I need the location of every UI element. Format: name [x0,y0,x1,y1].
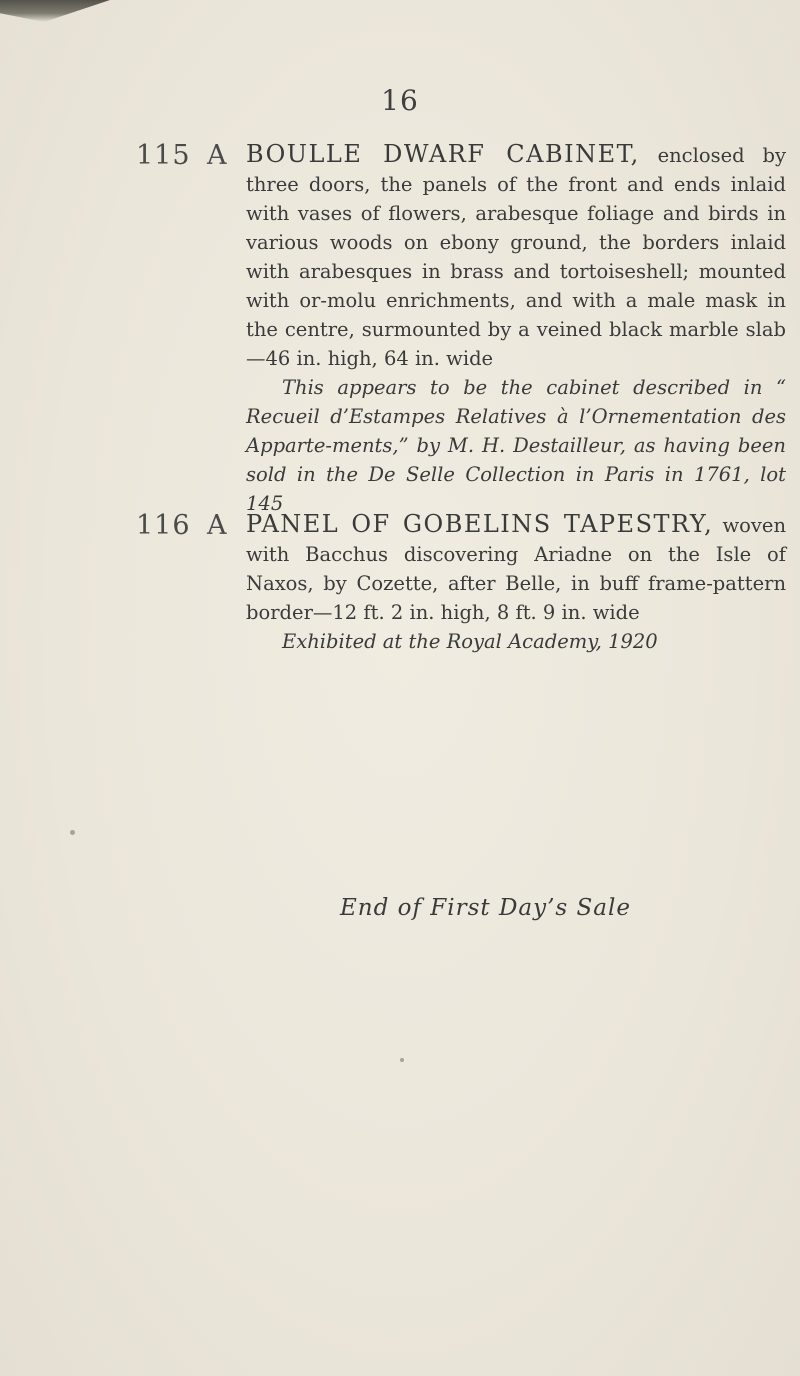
paper-speck [70,830,75,835]
paper-speck [400,1058,404,1062]
lot-number: 116 [136,510,191,541]
lot-description-paragraph [246,510,786,627]
lot-note: Exhibited at the Royal Academy, 1920 [282,630,658,653]
lot-title: BOULLE DWARF CABINET, [246,140,640,168]
lot-description: enclosed by three doors, the panels of the front and ends inlaid with vases of flowers, arabesque foliage and birds in various woods on ebony ground, the borders inlaid with arabesques in brass and tortoiseshell; mounted with or-molu enrichments, and with a male mask in the centre, surmounted by a veined black marble slab—46 in. high, 64 in. wide [246,144,786,370]
lot-number: 115 [136,140,191,171]
lot-note: This appears to be the cabinet described in “ Recueil d’Estampes Relatives à l’Ornementation des Apparte-ments,” by M. H. Destailleur, as having been sold in the De Selle Collection in Paris in 1761, lot 145 [246,376,786,515]
lot-description-paragraph [246,140,786,373]
lot-description: woven with Bacchus discovering Ariadne on the Isle of Naxos, by Cozette, after Belle, in buff frame-pattern border—12 ft. 2 in. high, 8 ft. 9 in. wide [246,514,786,624]
lot-title: PANEL OF GOBELINS TAPESTRY, [246,510,714,538]
lot-body [246,140,786,518]
lot-body [246,510,786,656]
page-corner-shadow [0,0,110,22]
end-of-sale-note: End of First Day’s Sale [340,895,631,921]
lot-prefix: A [207,140,227,171]
lot-prefix: A [207,510,227,541]
page-number: 16 [381,84,419,117]
